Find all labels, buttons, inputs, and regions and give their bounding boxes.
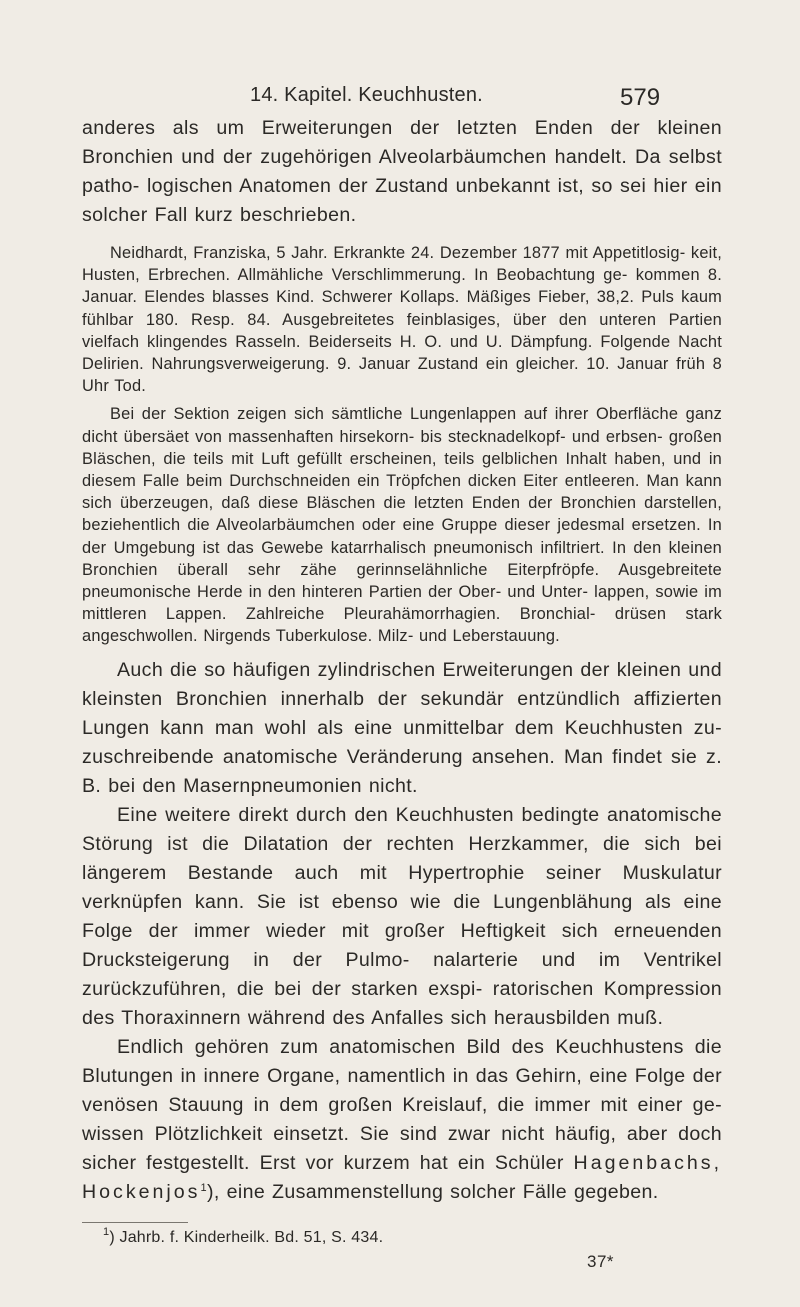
paragraph-hemorrhages (82, 1033, 722, 1207)
footnote-divider (82, 1222, 188, 1223)
page-number: 579 (620, 84, 661, 111)
paragraph-intro: anderes als um Erweiterungen der letzten Enden der kleinen Bronchien und der zugehörigen Alveolarbäumchen handelt. Da selbst patho- logischen Anatomen der Zustand unbekannt ist, so sei hier ein solcher Fall kurz beschrieben. (82, 117, 722, 226)
author-name-hagenbach: Hagenbachs, (573, 1151, 723, 1174)
autopsy-findings: Bei der Sektion zeigen sich sämtliche Lungenlappen auf ihrer Oberfläche ganz dicht übersäet von massenhaften hirsekorn- bis stecknadelkopf- und erbsen- großen Bläschen, die teils mit Luft gefüllt erscheinen, teils gelblichen Inhalt haben, und in diesem Falle beim Durchschneiden ein Tröpfchen dicken Eiter entleeren. Man kann sich überzeugen, daß diese Bläschen die letzten Enden der Bronchien darstellen, beziehentlich die Alveolarbäumchen oder eine Gruppe dieser jedesmal ersetzen. In der Umgebung ist das Gewebe katarrhalisch pneumonisch infiltriert. In den kleinen Bronchien überall sehr zähe gerinnselähnliche Eiterpfröpfe. Ausgebreitete pneumonische Herde in den hinteren Partien der Ober- und Unter- lappen, sowie im mittleren Lappen. Zahlreiche Pleurahämorrhagien. Bronchial- drüsen stark angeschwollen. Nirgends Tuberkulose. Milz- und Leberstauung. (82, 405, 722, 646)
chapter-title: 14. Kapitel. Keuchhusten. (250, 84, 483, 106)
paragraph-heart-dilatation: Eine weitere direkt durch den Keuchhusten bedingte anatomische Störung ist die Dilatation der rechten Herzkammer, die sich bei längerem Bestande auch mit Hypertrophie seiner Muskulatur verknüpfen kann. Sie ist ebenso wie die Lungenblähung als eine Folge der immer wieder mit großer Heftigkeit sich erneuenden Drucksteigerung in der Pulmo- nalarterie und im Ventrikel zurückzuführen, die bei der starken exspi- ratorischen Kompression des Thoraxinnern während des Anfalles sich herausbilden muß. (82, 803, 722, 1029)
footnote-marker: 1 (103, 1226, 110, 1238)
footnote (103, 1228, 383, 1248)
hemorrhages-text: Endlich gehören zum anatomischen Bild des Keuchhustens die Blutungen in innere Organe, namentlich in das Gehirn, eine Folge der venösen Stauung in dem großen Kreislauf, die immer mit einer ge- wissen Plötzlichkeit einsetzt. Sie sind zwar nicht häufig, aber doch sicher festgestellt. Erst vor kurzem hat ein Schüler (82, 1035, 722, 1174)
paragraph-cylindrical-dilatation: Auch die so häufigen zylindrischen Erweiterungen der kleinen und kleinsten Bronchien innerhalb der sekundär entzündlich affizierten Lungen kann man wohl als eine unmittelbar dem Keuchhusten zu- zuschreibende anatomische Veränderung ansehen. Man findet sie z. B. bei den Masernpneumonien nicht. (82, 658, 722, 797)
footnote-text: ) Jahrb. f. Kinderheilk. Bd. 51, S. 434. (109, 1229, 384, 1246)
case-report: Neidhardt, Franziska, 5 Jahr. Erkrankte 24. Dezember 1877 mit Appetitlosig- keit, Husten, Erbrechen. Allmähliche Verschlimmerung. In Beobachtung ge- kommen 8. Januar. Elendes blasses Kind. Schwerer Kollaps. Mäßiges Fieber, 38,2. Puls kaum fühlbar 180. Resp. 84. Ausgebreitetes feinblasiges, über den unteren Partien vielfach klingendes Rasseln. Beiderseits H. O. und U. Dämpfung. Folgende Nacht Delirien. Nahrungsverweigerung. 9. Januar Zustand ein gleicher. 10. Januar früh 8 Uhr Tod. (82, 244, 722, 396)
hemorrhages-text-end: ), eine Zusammenstellung solcher Fälle gegeben. (206, 1180, 659, 1203)
sheet-signature: 37* (587, 1252, 615, 1271)
page-body (82, 114, 722, 1207)
author-name-hockenjos: Hockenjos (82, 1180, 201, 1203)
running-header (0, 84, 800, 114)
footnote-reference: 1 (200, 1181, 207, 1194)
